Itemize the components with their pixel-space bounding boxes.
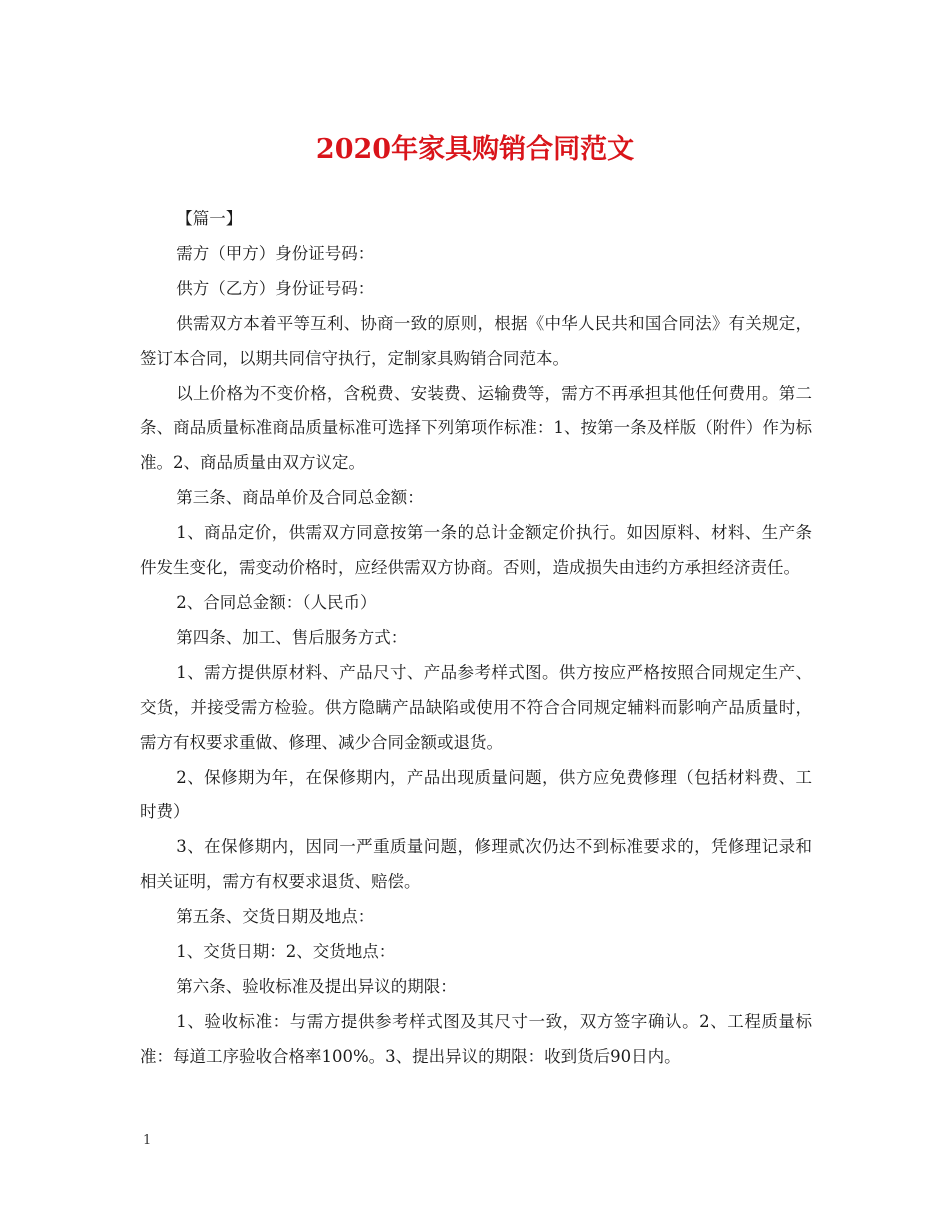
- paragraph-article-6-items: 1、验收标准：与需方提供参考样式图及其尺寸一致，双方签字确认。2、工程质量标准：每道工序验收合格率100%。3、提出异议的期限：收到货后90日内。: [140, 1011, 812, 1066]
- paragraph-preamble: 供需双方本着平等互利、协商一致的原则，根据《中华人民共和国合同法》有关规定，签订本合同，以期共同信守执行，定制家具购销合同范本。: [140, 313, 812, 368]
- page-number: 1: [143, 1133, 152, 1148]
- paragraph-article-5-items: 1、交货日期：2、交货地点：: [176, 942, 396, 962]
- paragraph-article-3-item-2: 2、合同总金额：（人民币）: [176, 592, 377, 612]
- paragraph-article-4-item-1: 1、需方提供原材料、产品尺寸、产品参考样式图。供方按应严格按照合同规定生产、交货，并接受需方检验。供方隐瞒产品缺陷或使用不符合合同规定辅料而影响产品质量时，需方有权要求重做、修理、减少合同金额或退货。: [140, 662, 812, 752]
- document-title: 2020年家具购销合同范文: [315, 134, 635, 165]
- paragraph-article-4-item-2: 2、保修期为年，在保修期内，产品出现质量问题，供方应免费修理（包括材料费、工时费）: [140, 767, 812, 822]
- paragraph-article-5: 第五条、交货日期及地点：: [176, 907, 375, 927]
- paragraph-buyer-id: 需方（甲方）身份证号码：: [176, 243, 375, 263]
- document-body: [140, 202, 812, 1075]
- paragraph-article-4-item-3: 3、在保修期内，因同一严重质量问题，修理贰次仍达不到标准要求的，凭修理记录和相关证明，需方有权要求退货、赔偿。: [140, 837, 812, 892]
- paragraph-seller-id: 供方（乙方）身份证号码：: [176, 278, 375, 298]
- paragraph-article-6: 第六条、验收标准及提出异议的期限：: [176, 976, 457, 996]
- paragraph-article-3-item-1: 1、商品定价，供需双方同意按第一条的总计金额定价执行。如因原料、材料、生产条件发生变化，需变动价格时，应经供需双方协商。否则，造成损失由违约方承担经济责任。: [140, 523, 812, 578]
- paragraph-section-heading: 【篇一】: [176, 209, 243, 228]
- paragraph-price-quality: 以上价格为不变价格，含税费、安装费、运输费等，需方不再承担其他任何费用。第二条、商品质量标准商品质量标准可选择下列第项作标准：1、按第一条及样版（附件）作为标准。2、商品质量由双方议定。: [140, 383, 812, 473]
- paragraph-article-3: 第三条、商品单价及合同总金额：: [176, 488, 424, 508]
- paragraph-article-4: 第四条、加工、售后服务方式：: [176, 627, 408, 647]
